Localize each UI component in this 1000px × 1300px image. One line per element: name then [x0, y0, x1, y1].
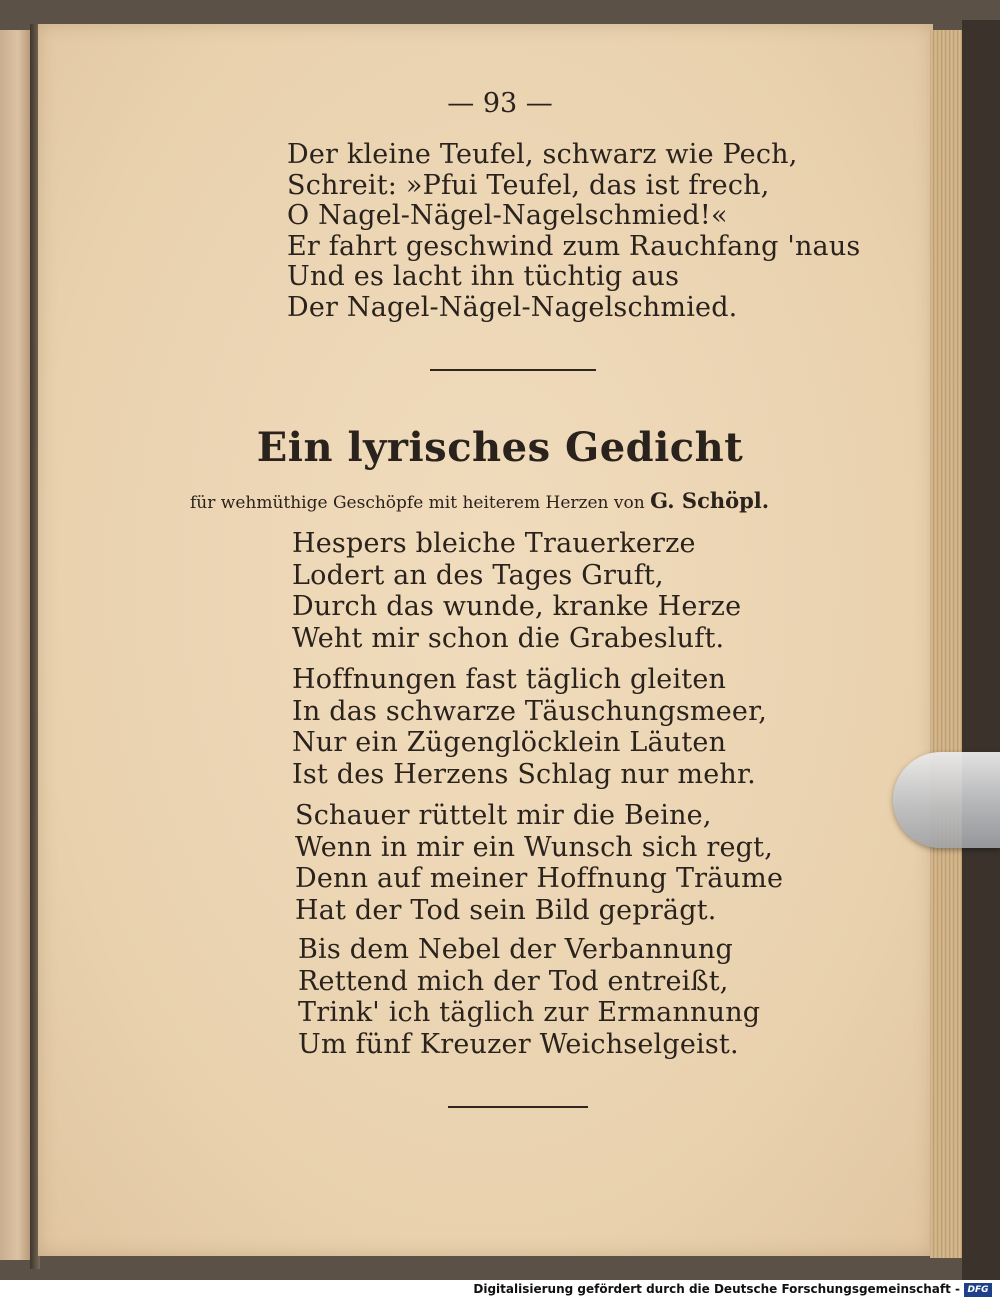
stanza-4	[298, 934, 760, 1060]
verse-line: Um fünf Kreuzer Weichselgeist.	[298, 1028, 739, 1060]
verse-line: Hespers bleiche Trauerkerze	[292, 528, 696, 559]
funding-notice: Digitalisierung gefördert durch die Deutsche Forschungsgemeinschaft -	[473, 1282, 960, 1296]
verse-line: Lodert an des Tages Gruft,	[292, 559, 664, 591]
poem-dedication: für wehmüthige Geschöpfe mit heiterem Herzen von	[190, 493, 645, 513]
page-clip	[893, 752, 1000, 848]
dfg-logo: DFG	[964, 1283, 992, 1297]
verse-line: Schauer rüttelt mir die Beine,	[295, 800, 712, 831]
verse-line: Der kleine Teufel, schwarz wie Pech,	[287, 139, 798, 170]
verse-line: Hoffnungen fast täglich gleiten	[292, 664, 727, 695]
previous-page-edge	[0, 30, 30, 1260]
footer-bar	[0, 1280, 1000, 1300]
verse-line: In das schwarze Täuschungsmeer,	[292, 695, 768, 727]
verse-line: Rettend mich der Tod entreißt,	[298, 965, 729, 997]
book-cover-edge	[962, 20, 1000, 1280]
end-divider	[448, 1106, 588, 1108]
poem-title: Ein lyrisches Gedicht	[256, 424, 744, 471]
verse-line: Nur ein Zügenglöcklein Läuten	[292, 727, 727, 758]
verse-line: Der Nagel-Nägel-Nagelschmied.	[287, 291, 738, 323]
verse-line: O Nagel-Nägel-Nagelschmied!«	[287, 200, 728, 231]
poem-author: G. Schöpl.	[650, 488, 770, 513]
stanza-3	[295, 800, 783, 926]
verse-line: Trink' ich täglich zur Ermannung	[298, 997, 761, 1028]
verse-line: Weht mir schon die Grabesluft.	[292, 622, 725, 654]
verse-line: Er fahrt geschwind zum Rauchfang 'naus	[287, 230, 861, 262]
section-divider	[430, 369, 596, 371]
verse-line: Ist des Herzens Schlag nur mehr.	[292, 758, 756, 790]
page-number: — 93 —	[447, 88, 553, 119]
stanza-1	[292, 528, 741, 654]
verse-line: Wenn in mir ein Wunsch sich regt,	[295, 831, 773, 863]
stanza-2	[292, 664, 767, 790]
verse-line: Hat der Tod sein Bild geprägt.	[295, 894, 717, 926]
page-edges	[930, 30, 964, 1258]
verse-line: Und es lacht ihn tüchtig aus	[287, 261, 680, 292]
verse-line: Durch das wunde, kranke Herze	[292, 591, 742, 622]
verse-line: Denn auf meiner Hoffnung Träume	[295, 863, 784, 894]
verse-line: Schreit: »Pfui Teufel, das ist frech,	[287, 169, 770, 201]
poem-subtitle	[190, 488, 769, 513]
previous-poem-ending	[287, 140, 861, 323]
verse-line: Bis dem Nebel der Verbannung	[298, 934, 733, 965]
